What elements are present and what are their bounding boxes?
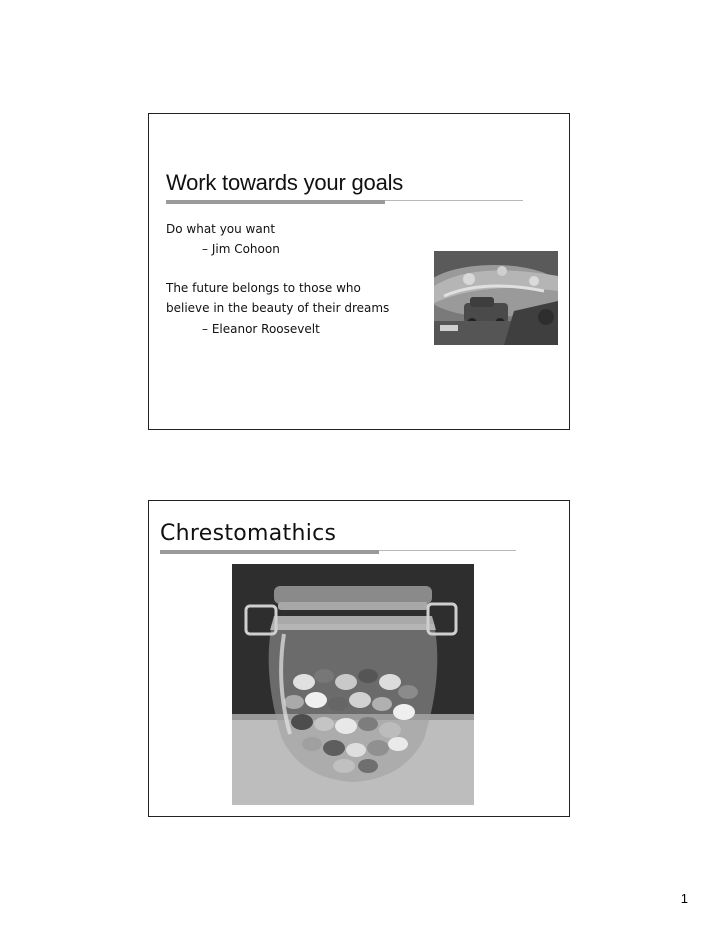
slide-title: Chrestomathics (160, 521, 337, 546)
quote-line: Do what you want (166, 222, 276, 236)
jelly-bean-jar-photo (232, 564, 474, 805)
slide-1 (148, 113, 570, 430)
title-underline-accent (160, 550, 379, 554)
page-number: 1 (680, 891, 688, 906)
quote-line: believe in the beauty of their dreams (166, 301, 390, 315)
board-game-photo (434, 251, 558, 345)
slide-title: Work towards your goals (166, 170, 404, 195)
slide-2 (148, 500, 570, 817)
quote-attribution: – Eleanor Roosevelt (202, 322, 320, 336)
quote-line: The future belongs to those who (166, 281, 361, 295)
title-underline-accent (166, 200, 385, 204)
quote-attribution: – Jim Cohoon (202, 242, 280, 256)
